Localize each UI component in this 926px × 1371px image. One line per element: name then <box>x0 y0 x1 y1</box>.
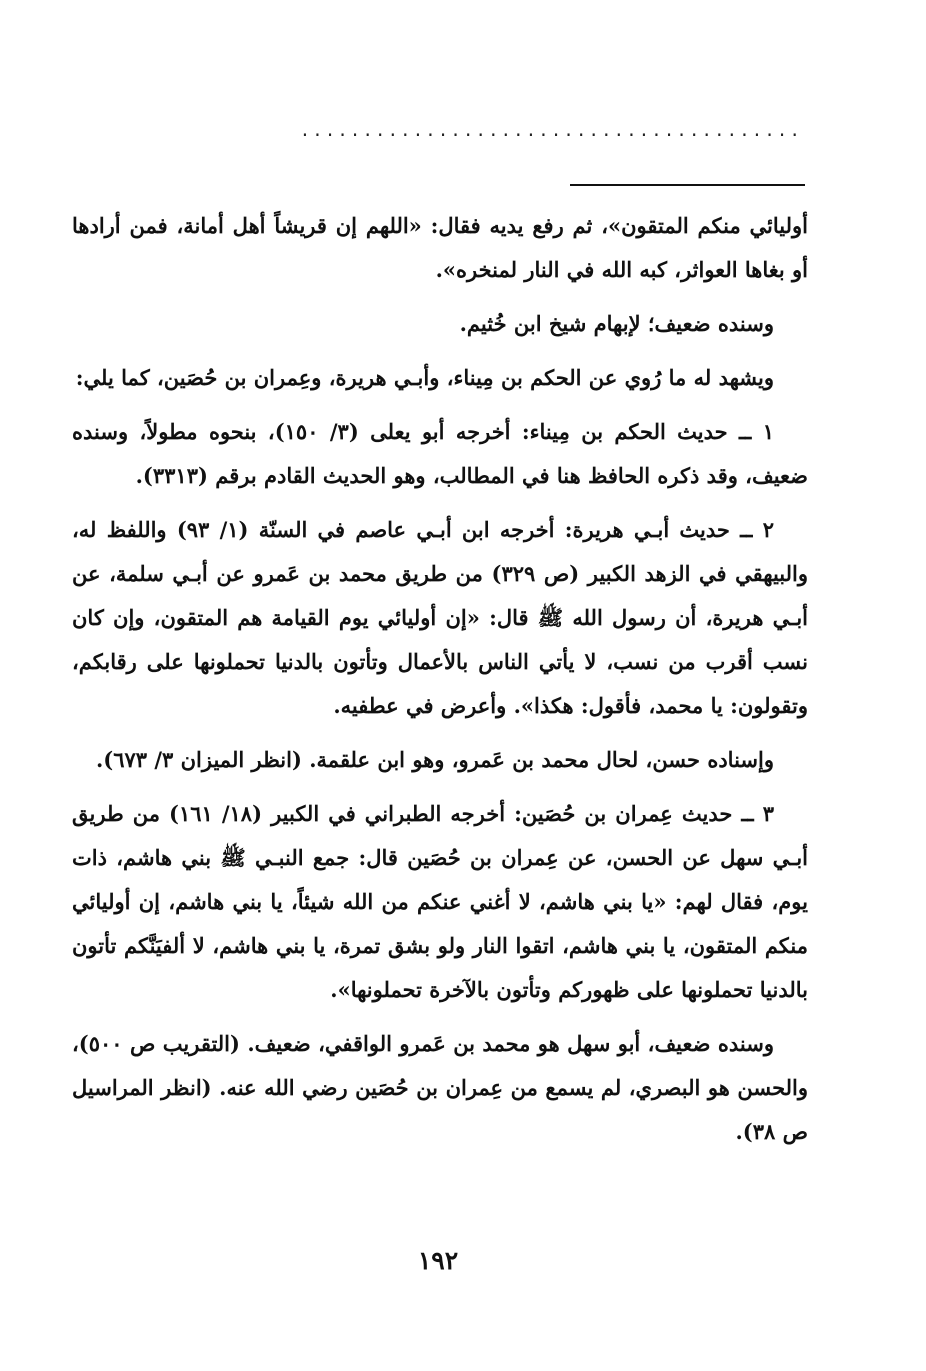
paragraph-hadith-2: ٢ ــ حديث أبـي هريرة: أخرجه ابن أبـي عاصم في السنّة (١/ ٩٣) واللفظ له، والبيهقي في الزهد الكبير (ص ٣٢٩) من طريق محمد بن عَمرو عن أبـي سلمة، عن أبـي هريرة، أن رسول الله ﷺ قال: «إن أوليائي يوم القيامة هم المتقون، وإن كان نسب أقرب من نسب، لا يأتي الناس بالأعمال وتأتون بالدنيا تحملونها على رقابكم، وتقولون: يا محمد، فأقول: هكذا». وأعرض في عطفيه. <box>72 517 808 718</box>
paragraph-hadith-3-grading: وسنده ضعيف، أبو سهل هو محمد بن عَمرو الواقفي، ضعيف. (التقريب ص ٥٠٠)، والحسن هو البصري، لم يسمع من عِمران بن حُصَين رضي الله عنه. (انظر المراسيل ص ٣٨). <box>72 1031 808 1144</box>
dotted-separator: ........................................ <box>301 118 804 140</box>
paragraph-continuation: أوليائي منكم المتقون»، ثم رفع يديه فقال: «اللهم إن قريشاً أهل أمانة، فمن أرادها أو بغاها العواثر، كبه الله في النار لمنخره». <box>72 213 808 282</box>
paragraph-hadith-2-grading: وإسناده حسن، لحال محمد بن عَمرو، وهو ابن علقمة. (انظر الميزان ٣/ ٦٧٣). <box>95 747 774 772</box>
paragraph-hadith-1: ١ ــ حديث الحكم بن مِيناء: أخرجه أبو يعلى (٣/ ١٥٠)، بنحوه مطولاً، وسنده ضعيف، وقد ذكره الحافظ هنا في المطالب، وهو الحديث القادم برقم (٣٣١٣). <box>72 419 808 488</box>
footnote-rule <box>570 184 805 186</box>
paragraph-hadith-3: ٣ ــ حديث عِمران بن حُصَين: أخرجه الطبراني في الكبير (١٨/ ١٦١) من طريق أبـي سهل عن الحسن، عن عِمران بن حُصَين قال: جمع النبـي ﷺ بني هاشم، ذات يوم، فقال لهم: «يا بني هاشم، لا أغني عنكم من الله شيئاً، يا بني هاشم، إن أوليائي منكم المتقون، يا بني هاشم، اتقوا النار ولو بشق تمرة، يا بني هاشم، لا ألفيَنَّكم تأتون بالدنيا تحملونها على ظهوركم وتأتون بالآخرة تحملونها». <box>72 801 808 1002</box>
paragraph-isnad-weak: وسنده ضعيف؛ لإبهام شيخ ابن خُثيم. <box>459 311 774 336</box>
paragraph-witnesses-intro: ويشهد له ما رُوي عن الحكم بن مِيناء، وأبـي هريرة، وعِمران بن حُصَين، كما يلي: <box>75 365 774 390</box>
footnote-text <box>72 204 808 1164</box>
page-number: ١٩٢ <box>417 1246 459 1275</box>
